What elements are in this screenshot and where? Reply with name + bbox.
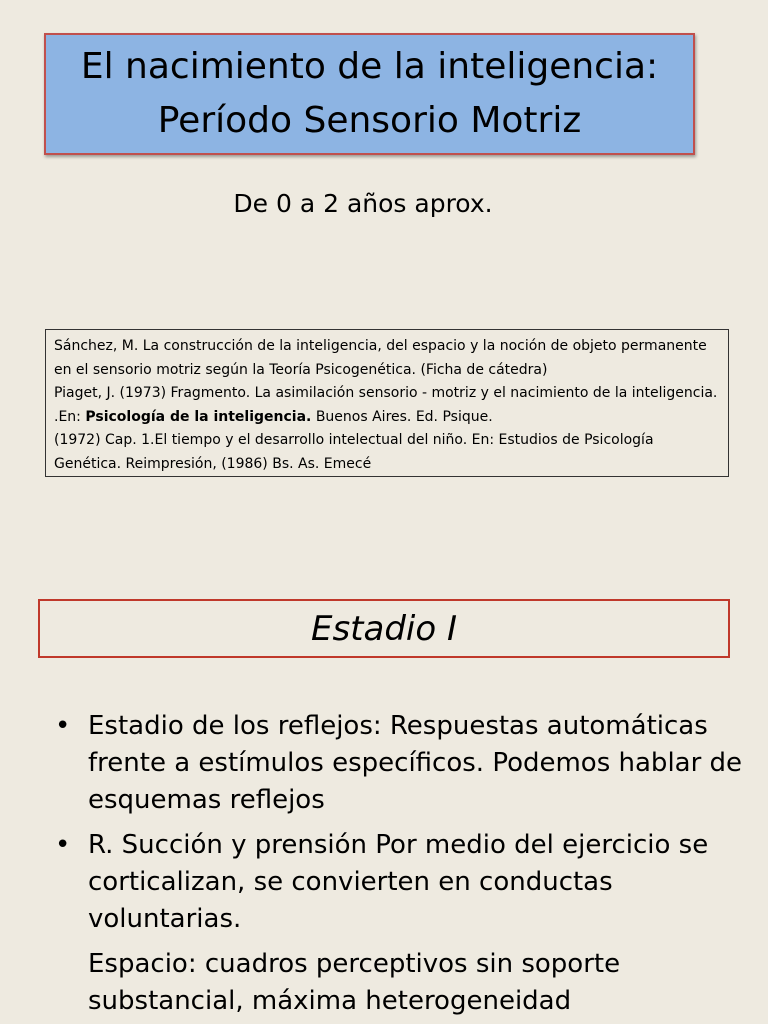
age-range-subtitle: De 0 a 2 años aprox.	[233, 189, 493, 218]
title-line-1: El nacimiento de la inteligencia:	[80, 46, 659, 87]
stage-heading-box	[38, 599, 730, 658]
references-box	[45, 329, 729, 477]
bullet-text: Estadio de los reflejos: Respuestas automáticas frente a estímulos específicos. Podemos hablar de esquemas reflejos	[88, 711, 743, 815]
reference-sanchez: Sánchez, M. La construcción de la inteligencia, del espacio y la noción de objeto permanente en el sensorio motriz según la Teoría Psicogenética. (Ficha de cátedra)	[54, 338, 707, 378]
bullet-marker: •	[55, 830, 71, 860]
space-paragraph: Espacio: cuadros perceptivos sin soporte substancial, máxima heterogeneidad	[88, 949, 621, 1016]
stage-title: Estadio I	[310, 608, 458, 649]
reference-piaget-1973	[54, 382, 720, 429]
bullet-item-suction-grasp	[55, 827, 755, 938]
title-box	[44, 33, 695, 155]
title-line-2: Período Sensorio Motriz	[157, 100, 582, 141]
reference-piaget-1973-book-title: Psicología de la inteligencia.	[85, 408, 312, 425]
reference-piaget-1972: (1972) Cap. 1.El tiempo y el desarrollo intelectual del niño. En: Estudios de Psicología Genética. Reimpresión, (1986) Bs. As. Emecé	[54, 432, 654, 472]
bullet-marker: •	[55, 711, 71, 741]
bullet-list	[55, 708, 755, 1020]
reference-piaget-1973-publisher: Buenos Aires. Ed. Psique.	[311, 408, 493, 425]
reference-piaget-1973-text: Piaget, J. (1973) Fragmento. La asimilación sensorio - motriz y el nacimiento de la inteligencia. .En:	[54, 385, 718, 425]
bullet-item-reflexes	[55, 708, 755, 819]
bullet-text: R. Succión y prensión Por medio del ejercicio se corticalizan, se convierten en conductas voluntarias.	[88, 830, 709, 934]
